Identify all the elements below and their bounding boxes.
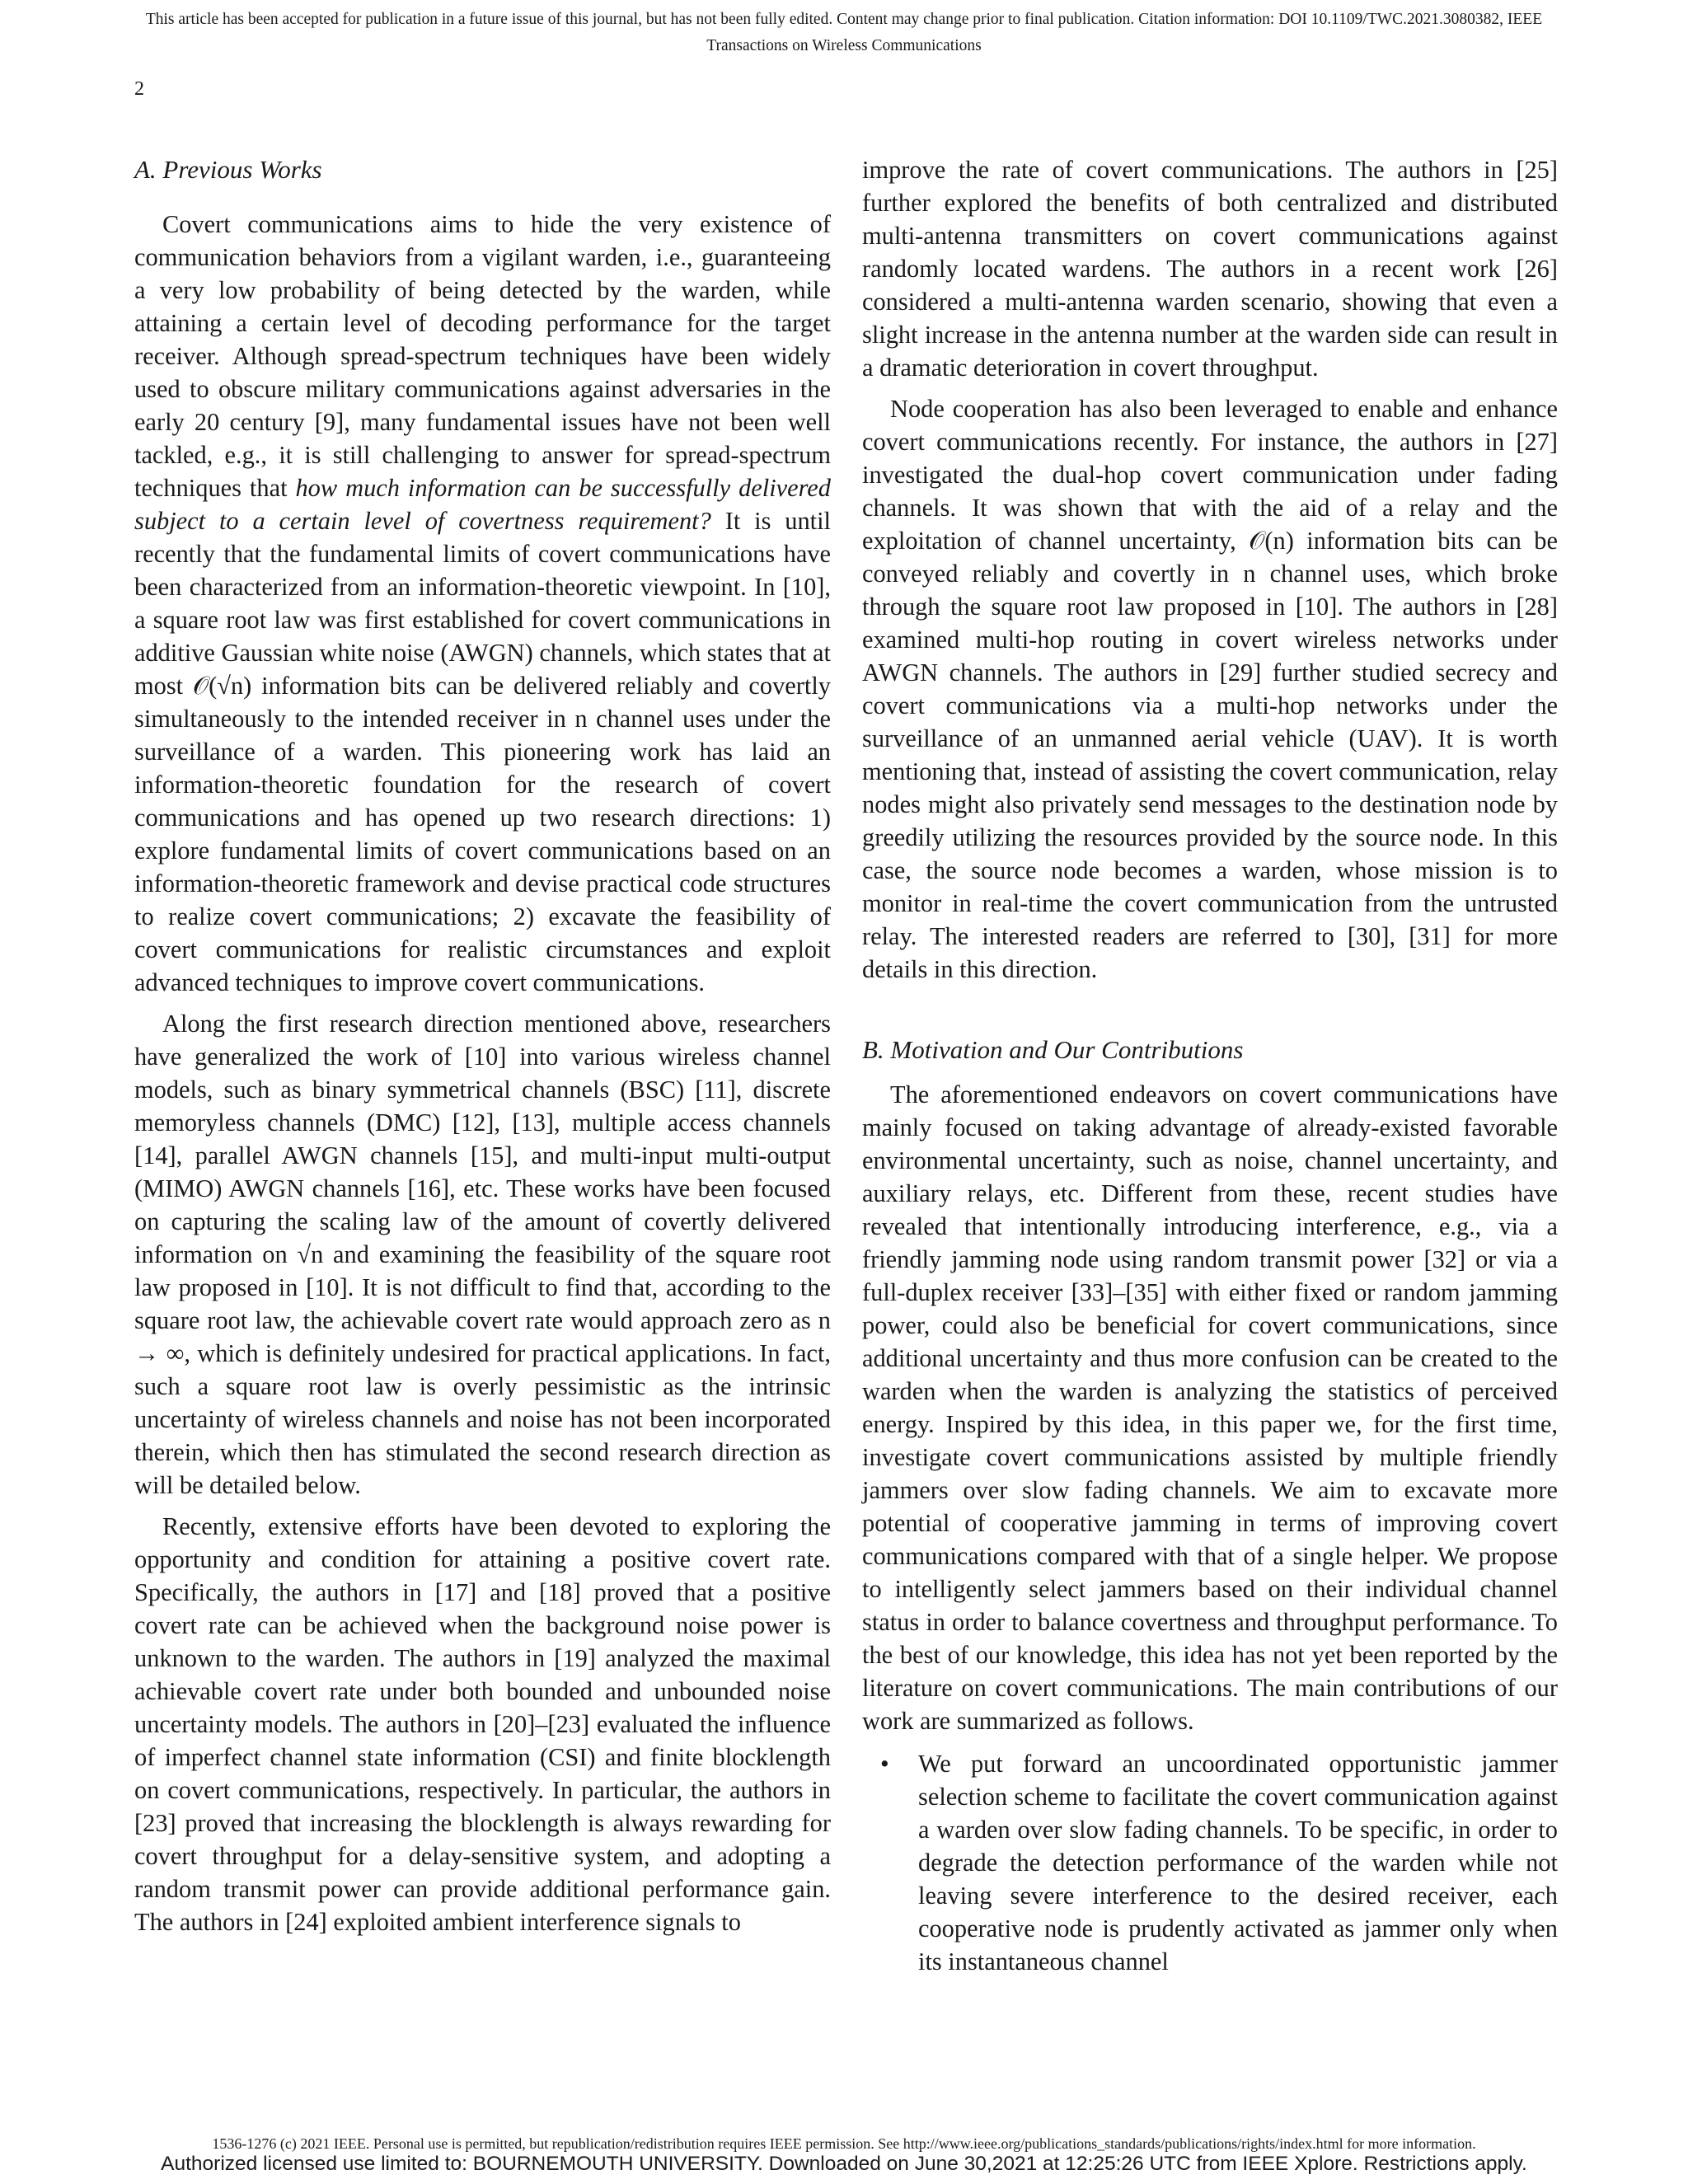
paragraph-continued: improve the rate of covert communications. The authors in [25] further explored the benefits of both centralized and distributed multi-antenna transmitters on covert communications against randomly located wardens. The authors in a recent work [26] considered a multi-antenna warden scenario, showing that even a slight increase in the antenna number at the warden side can result in a dramatic deterioration in covert throughput. xyxy=(862,156,1558,382)
paragraph: Node cooperation has also been leveraged to enable and enhance covert communications recently. For instance, the authors in [27] investigated the dual-hop covert communication under fading channels. It was shown that with the aid of a relay and the exploitation of channel uncertainty, 𝒪(n) information bits can be conveyed reliably and covertly in n channel uses, which broke through the square root law proposed in [10]. The authors in [28] examined multi-hop routing in covert wireless networks under AWGN channels. The authors in [29] further studied secrecy and covert communications via a multi-hop networks under the surveillance of an unmanned aerial vehicle (UAV). It is worth mentioning that, instead of assisting the covert communication, relay nodes might also privately send messages to the destination node by greedily utilizing the resources provided by the source node. In this case, the source node becomes a warden, whose mission is to monitor in real-time the covert communication from the untrusted relay. The interested readers are referred to [30], [31] for more details in this direction. xyxy=(862,395,1558,983)
section-heading-motivation: B. Motivation and Our Contributions xyxy=(862,1035,1244,1064)
right-column xyxy=(862,153,1558,1978)
journal-header-note xyxy=(49,7,1639,59)
paragraph: Along the first research direction mentioned above, researchers have generalized the work of [10] into various wireless channel models, such as binary symmetrical channels (BSC) [11], discrete memoryless channels (DMC) [12], [13], multiple access channels [14], parallel AWGN channels [15], and multi-input multi-output (MIMO) AWGN channels [16], etc. These works have been focused on capturing the scaling law of the amount of covertly delivered information on √n and examining the feasibility of the square root law proposed in [10]. It is not difficult to find that, according to the square root law, the achievable covert rate would approach zero as n → ∞, which is definitely undesired for practical applications. In fact, such a square root law is overly pessimistic as the intrinsic uncertainty of wireless channels and noise has not been incorporated therein, which then has stimulated the second research direction as will be detailed below. xyxy=(134,1010,831,1499)
paragraph: The aforementioned endeavors on covert communications have mainly focused on taking advantage of already-existed favorable environmental uncertainty, such as noise, channel uncertainty, and auxiliary relays, etc. Different from these, recent studies have revealed that intentionally introducing interference, e.g., via a friendly jamming node using random transmit power [32] or via a full-duplex receiver [33]–[35] with either fixed or random jamming power, could also be beneficial for covert communications, since additional uncertainty and thus more confusion can be created to the warden when the warden is analyzing the statistics of perceived energy. Inspired by this idea, in this paper we, for the first time, investigate covert communications assisted by multiple friendly jammers over slow fading channels. We aim to excavate more potential of cooperative jamming in terms of improving covert communications compared with that of a single helper. We propose to intelligently select jammers based on their individual channel status in order to balance covertness and throughput performance. To the best of our knowledge, this idea has not yet been reported by the literature on covert communications. The main contributions of our work are summarized as follows. xyxy=(862,1080,1558,1735)
copyright-footer: 1536-1276 (c) 2021 IEEE. Personal use is permitted, but republication/redistribution requires IEEE permission. See http://www.ieee.org/publications_standards/publications/rights/index.html for more information. xyxy=(212,2135,1476,2152)
paragraph-text: Covert communications aims to hide the very existence of communication behaviors from a vigilant warden, i.e., guaranteeing a very low probability of being detected by the warden, while attaining a certain level of decoding performance for the target receiver. Although spread-spectrum techniques have been widely used to obscure military communications against adversaries in the early 20 century [9], many fundamental issues have not been well tackled, e.g., it is still challenging to answer for spread-spectrum techniques that xyxy=(134,210,831,502)
header-line-1: This article has been accepted for publication in a future issue of this journal, but has not been fully edited. Content may change prior to final publication. Citation information: DOI 10.1109/TWC.2021.3080382, IEEE xyxy=(145,11,1543,28)
page-number: 2 xyxy=(134,78,144,100)
left-column xyxy=(134,153,831,1938)
paragraph xyxy=(134,208,831,999)
paragraph-text: It is until recently that the fundamental limits of covert communications have been characterized from an information-theoretic viewpoint. In [10], a square root law was first established for covert communications in additive Gaussian white noise (AWGN) channels, which states that at most 𝒪(√n) information bits can be delivered reliably and covertly simultaneously to the intended receiver in n channel uses under the surveillance of a warden. This pioneering work has laid an information-theoretic foundation for the research of covert communications and has opened up two research directions: 1) explore fundamental limits of covert communications based on an information-theoretic framework and devise practical code structures to realize covert communications; 2) excavate the feasibility of covert communications for realistic circumstances and exploit advanced techniques to improve covert communications. xyxy=(134,507,831,996)
section-heading-previous-works: A. Previous Works xyxy=(134,155,322,184)
bullet-icon: • xyxy=(880,1750,889,1778)
header-line-2: Transactions on Wireless Communications xyxy=(706,37,982,54)
list-item xyxy=(862,1747,1558,1978)
paragraph: Recently, extensive efforts have been devoted to exploring the opportunity and condition for attaining a positive covert rate. Specifically, the authors in [17] and [18] proved that a positive covert rate can be achieved when the background noise power is unknown to the warden. The authors in [19] analyzed the maximal achievable covert rate under both bounded and unbounded noise uncertainty models. The authors in [20]–[23] evaluated the influence of imperfect channel state information (CSI) and finite blocklength on covert communications, respectively. In particular, the authors in [23] proved that increasing the blocklength is always rewarding for covert throughput for a delay-sensitive system, and adopting a random transmit power can provide additional performance gain. The authors in [24] exploited ambient interference signals to xyxy=(134,1512,831,1936)
list-item-text: We put forward an uncoordinated opportunistic jammer selection scheme to facilitate the covert communication against a warden over slow fading channels. To be specific, in order to degrade the detection performance of the warden while not leaving severe interference to the desired receiver, each cooperative node is prudently activated as jammer only when its instantaneous channel xyxy=(918,1750,1558,1975)
license-footer: Authorized licensed use limited to: BOURNEMOUTH UNIVERSITY. Downloaded on June 30,2021 at 12:25:26 UTC from IEEE Xplore. Restrictions apply. xyxy=(161,2153,1527,2175)
contributions-list xyxy=(862,1747,1558,1978)
italic-question: how much information can be successfully delivered subject to a certain level of covertness requirement? xyxy=(134,474,831,535)
